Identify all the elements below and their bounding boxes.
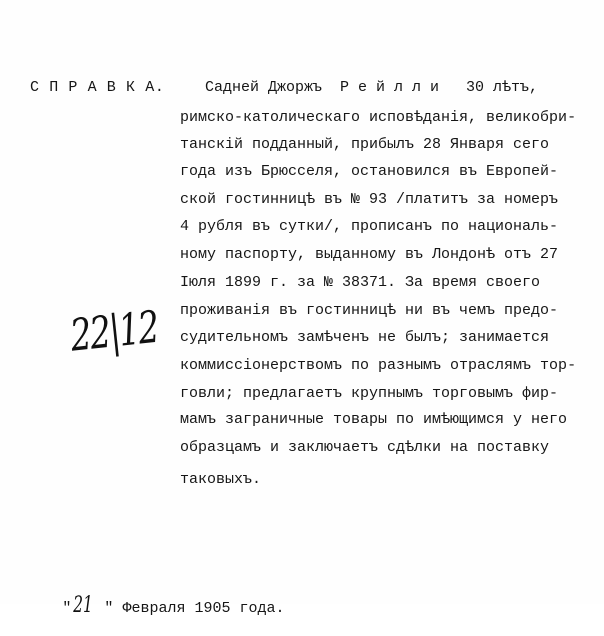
body-line: говли; предлагаетъ крупнымъ торговымъ фир- (180, 385, 559, 402)
body-line: таковыхъ. (180, 471, 262, 488)
document-heading: С П Р А В К А. (30, 79, 165, 96)
subject-surname: Р е й л л и (340, 79, 440, 96)
date-close-quote: " (95, 600, 114, 617)
date-open-quote: " (62, 600, 72, 617)
body-line: Іюля 1899 г. за № 38371. За время своего (180, 274, 541, 291)
body-line: римско-католическаго исповѣданія, великобри- (180, 109, 577, 126)
body-line: мамъ заграничные товары по имѣющимся у него (180, 411, 568, 428)
body-line: ской гостинницѣ въ № 93 /платитъ за номеръ (180, 191, 559, 208)
body-line: года изъ Брюсселя, остановился въ Европей- (180, 163, 559, 180)
document-date (24, 579, 285, 618)
body-line: 4 рубля въ сутки/, прописанъ по националь- (180, 218, 559, 235)
subject-name: Садней Джоржъ (205, 79, 323, 96)
body-line: коммиссіонерствомъ по разнымъ отраслямъ тор- (180, 357, 577, 374)
body-line: танскій подданный, прибылъ 28 Января сего (180, 136, 550, 153)
date-month-year: Февраля 1905 года. (113, 600, 285, 617)
body-line: судительномъ замѣченъ не былъ; занимается (180, 329, 550, 346)
body-line: образцамъ и заключаетъ сдѣлки на поставку (180, 439, 550, 456)
body-line: проживанія въ гостинницѣ ни въ чемъ предо- (180, 302, 559, 319)
subject-age: 30 лѣтъ, (466, 79, 539, 96)
body-line: ному паспорту, выданному въ Лондонѣ отъ 27 (180, 246, 559, 263)
handwritten-marginal-note: 22|12 (67, 301, 161, 362)
date-day-handwritten: 21 (73, 593, 94, 618)
